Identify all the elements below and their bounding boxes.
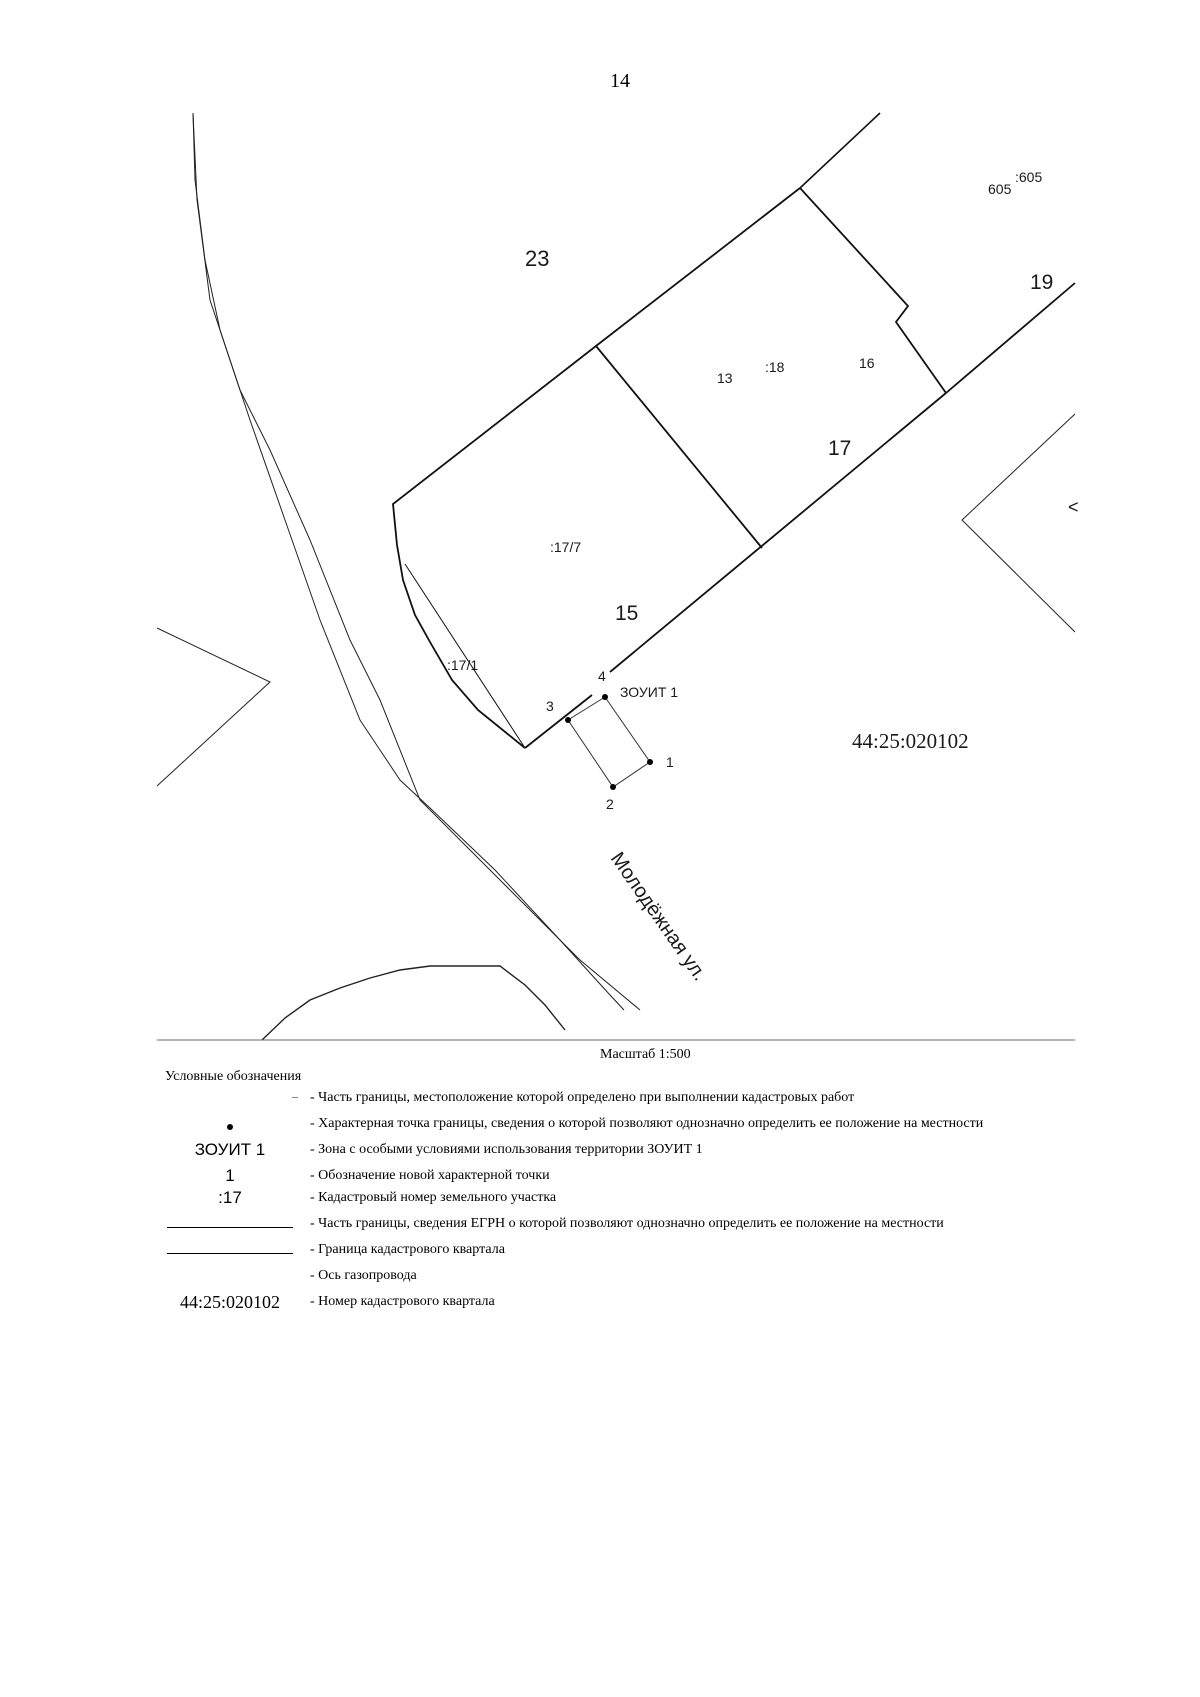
parcel-label-23: 23	[525, 246, 550, 271]
parcel-17-1-line	[405, 564, 525, 748]
legend-symbol-dashed-line	[160, 1088, 300, 1098]
boundary-top-right	[800, 113, 880, 188]
boundary-front	[610, 393, 946, 672]
boundary-19	[946, 283, 1075, 393]
legend-description: - Зона с особыми условиями использования территории ЗОУИТ 1	[310, 1142, 703, 1157]
point-2-dot	[610, 784, 616, 790]
parcel-label-19: 19	[1030, 271, 1054, 294]
street-name: Молодёжная ул.	[605, 848, 711, 986]
legend-description: - Характерная точка границы, сведения о которой позволяют однозначно определить ее положение на местности	[310, 1116, 984, 1131]
point-3-label: 3	[546, 698, 554, 714]
point-4-label: 4	[598, 668, 606, 684]
legend-item	[160, 1166, 1160, 1188]
point-1-label: 1	[666, 754, 674, 770]
legend-description: - Номер кадастрового квартала	[310, 1294, 495, 1309]
bottom-curve	[262, 966, 565, 1040]
parcel-label-17: 17	[828, 437, 852, 460]
legend-description: - Граница кадастрового квартала	[310, 1242, 505, 1257]
point-3-dot	[565, 717, 571, 723]
parcel-label-605: 605	[988, 181, 1012, 197]
legend-symbol-text: ЗОУИТ 1	[194, 1140, 266, 1159]
legend-symbol-text: :17	[218, 1188, 242, 1207]
road-edge-left	[193, 113, 624, 1010]
legend-item	[160, 1188, 1160, 1214]
legend-description: - Часть границы, местоположение которой определено при выполнении кадастровых работ	[310, 1090, 855, 1105]
parcel-divider-15-13	[596, 346, 762, 548]
quarter-number: 44:25:020102	[852, 729, 969, 753]
zouit-1-zone	[568, 697, 650, 787]
legend-item	[160, 1140, 1160, 1166]
legend-symbol-text: 44:25:020102	[179, 1292, 280, 1312]
parcel-label-18: :18	[765, 359, 785, 375]
legend-item	[160, 1240, 1160, 1266]
parcel-label-16: 16	[859, 355, 875, 371]
parcel-label-605-sup: :605	[1015, 169, 1043, 185]
legend-description: - Обозначение новой характерной точки	[310, 1168, 550, 1183]
legend-description: - Ось газопровода	[310, 1268, 417, 1283]
parcel-label-17-1: :17/1	[447, 657, 479, 673]
wedge-right	[962, 414, 1075, 632]
legend	[160, 1088, 1160, 1318]
point-1-dot	[647, 759, 653, 765]
legend-description: - Часть границы, сведения ЕГРН о которой позволяют однозначно определить ее положение на местности	[310, 1216, 944, 1231]
point-2-label: 2	[606, 796, 614, 812]
right-edge-fragment: <	[1068, 497, 1079, 517]
legend-symbol-solid-line	[160, 1214, 300, 1228]
parcel-label-17-7: :17/7	[550, 539, 582, 555]
legend-symbol-solid-line	[160, 1240, 300, 1254]
legend-symbol-dot	[160, 1114, 300, 1135]
legend-item	[160, 1214, 1160, 1240]
legend-title: Условные обозначения	[165, 1069, 302, 1084]
wedge-left	[157, 628, 270, 786]
legend-symbol-text: 1	[225, 1166, 235, 1185]
scale-label: Масштаб 1:500	[600, 1047, 691, 1062]
legend-description: - Кадастровый номер земельного участка	[310, 1190, 557, 1205]
road-edge-left-outer	[193, 113, 640, 1010]
point-4-dot	[602, 694, 608, 700]
legend-item	[160, 1114, 1160, 1140]
page-number: 14	[610, 70, 630, 92]
legend-item	[160, 1088, 1160, 1114]
zone-label: ЗОУИТ 1	[620, 684, 679, 700]
legend-item	[160, 1266, 1160, 1292]
parcel-label-13: 13	[717, 370, 733, 386]
legend-item	[160, 1292, 1160, 1318]
parcel-label-15: 15	[615, 602, 639, 625]
